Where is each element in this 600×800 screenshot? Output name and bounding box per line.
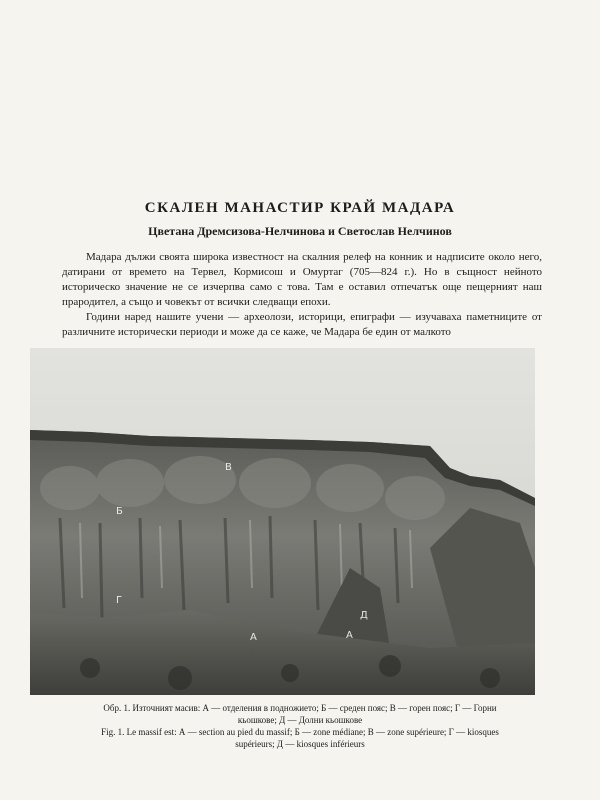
cliff-photograph xyxy=(30,348,535,695)
cliff-photo-drawing xyxy=(30,348,535,695)
caption-fr-line-2: supérieurs; Д — kiosques inférieurs xyxy=(235,739,365,749)
label-d: Д xyxy=(360,610,368,621)
label-a-1: А xyxy=(250,632,257,643)
caption-fr-line-1: Fig. 1. Le massif est: А — section au pied du massif; Б — zone médiane; В — zone supérieure; Г — kiosques xyxy=(101,727,499,737)
article-title: СКАЛЕН МАНАСТИР КРАЙ МАДАРА xyxy=(144,200,456,216)
caption-bg-line-2: кьошкове; Д — Долни кьошкове xyxy=(237,715,363,725)
caption-bg-line-1: Обр. 1. Източният масив: А — отделения в подножието; Б — среден пояс; В — горен пояс; Г — Горни xyxy=(103,703,497,713)
paragraph-1: Мадара дължи своята широка известност на скалния релеф на конник и надписите около него, датирани от времето на Тервел, Кормисош и Омуртаг (705—824 г.). Но в същност нейното историческо значение не се изчерпва само с това. Там е оставил отпечатък още пещерният наш прародител, а също и човекът от всички следващи епохи. xyxy=(62,251,542,308)
label-v: В xyxy=(225,462,232,473)
label-a-2: А xyxy=(346,630,353,641)
figure-caption xyxy=(40,702,560,750)
paragraph-2: Години наред нашите учени — археолози, историци, епиграфи — изучаваха паметниците от различните исторически периоди и може да се каже, че Мадара бе един от малкото xyxy=(62,311,542,338)
article-body xyxy=(62,250,542,340)
label-g: Г xyxy=(116,595,123,606)
label-b: Б xyxy=(116,506,123,517)
article-authors: Цветана Дремсизова-Нелчинова и Светослав Нелчинов xyxy=(148,224,452,238)
